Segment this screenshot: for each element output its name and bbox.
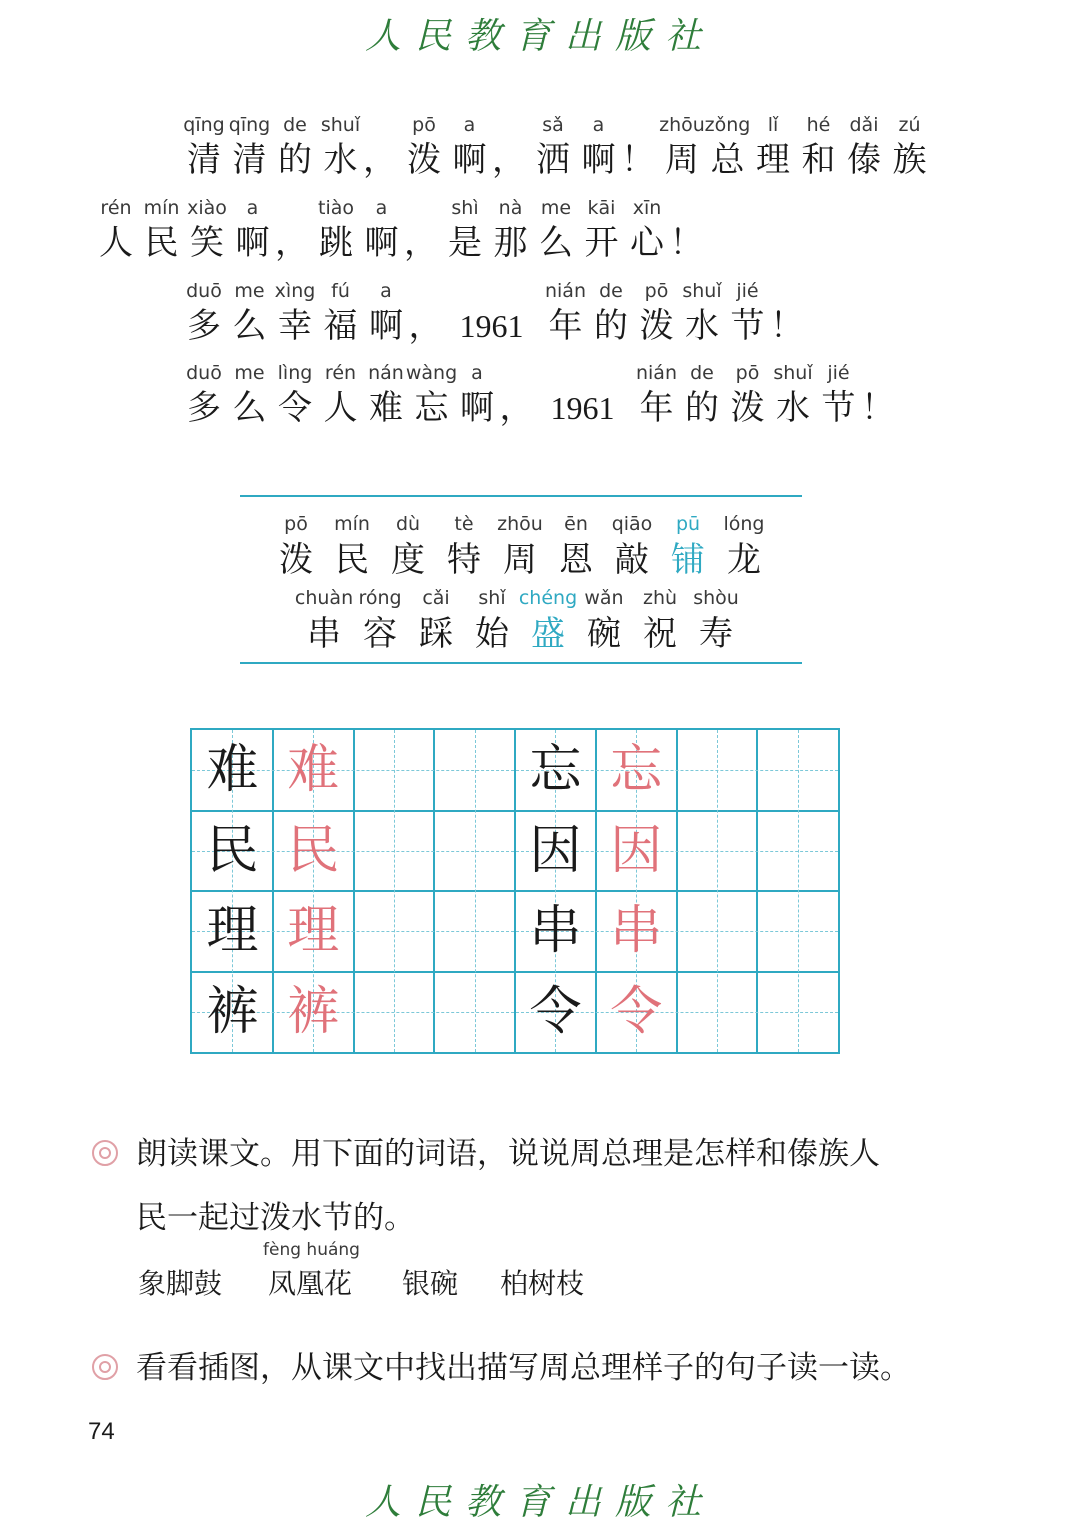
hanzi: 多: [187, 306, 221, 346]
vocab-hanzi: 周: [503, 540, 537, 580]
pinyin: [618, 112, 658, 138]
pinyin: xīn: [632, 197, 662, 219]
hanzi: 年: [639, 388, 674, 428]
word-3: 银碗: [402, 1267, 459, 1300]
trace-character: 因: [610, 820, 663, 881]
pinyin: zhōu: [659, 114, 705, 136]
vocab-top-rule: [240, 495, 802, 497]
vocab-pinyin: mín: [334, 513, 370, 535]
grid-cell: [515, 972, 596, 1053]
vocab-pinyin: zhōu: [497, 513, 543, 535]
grid-cell: [273, 891, 354, 972]
poem-character: [813, 360, 865, 430]
model-character: 理: [206, 901, 259, 961]
hanzi: 民: [144, 223, 179, 263]
pinyin: [406, 278, 446, 304]
pinyin: me: [540, 197, 572, 219]
poem-character: [451, 360, 503, 430]
pinyin: a: [592, 114, 605, 136]
exercise-1-line-1: 朗读课文。用下面的词语，说说周总理是怎样和傣族人: [136, 1136, 880, 1172]
poem-character: [360, 360, 412, 430]
hanzi: ，: [275, 223, 309, 263]
poem-character: [224, 360, 276, 430]
grid-guide-line: [798, 730, 799, 1052]
punctuation: [360, 112, 400, 182]
pinyin: sǎ: [542, 114, 564, 136]
poem-character: [269, 278, 321, 348]
vocab-pinyin: zhù: [642, 587, 678, 609]
pinyin: nán: [368, 362, 404, 384]
hanzi: 周: [665, 140, 699, 180]
pinyin: me: [234, 362, 265, 384]
poem-line-3: [178, 278, 1000, 358]
vocab-hanzi: 盛: [531, 614, 565, 654]
pinyin: shì: [451, 197, 479, 219]
hanzi: ，: [492, 140, 526, 180]
poem-character: [356, 195, 408, 265]
poem-character: [631, 278, 683, 348]
pinyin: fú: [331, 280, 350, 302]
hanzi: 水: [776, 388, 810, 428]
poem-line-1: [178, 112, 1000, 192]
vocab-hanzi: 龙: [727, 540, 761, 580]
vocab-pinyin: qiāo: [611, 513, 653, 535]
poem-character: [398, 112, 450, 182]
poem-character: [530, 195, 582, 265]
model-character: 难: [206, 740, 259, 800]
vocab-pinyin: chéng: [518, 587, 578, 609]
hanzi: 忘: [414, 388, 449, 428]
grid-guide-line: [475, 730, 476, 1052]
pinyin: [667, 195, 707, 221]
punctuation: [406, 278, 446, 348]
poem-character: [315, 360, 367, 430]
pinyin: wàng: [405, 362, 458, 384]
grid-guide-line: [394, 730, 395, 1052]
pinyin: de: [599, 280, 623, 302]
vocab-hanzi: 始: [475, 614, 509, 654]
poem-character: [747, 112, 799, 182]
grid-cell: [192, 811, 273, 892]
poem-character: [315, 112, 367, 182]
pinyin: [858, 360, 898, 386]
grid-cell: [192, 730, 273, 811]
vocab-word: [708, 510, 780, 582]
pinyin: [535, 360, 631, 386]
pinyin: mín: [143, 197, 180, 219]
hanzi: 节: [730, 306, 765, 346]
poem-character: [722, 360, 774, 430]
vocab-pinyin: shòu: [693, 587, 739, 609]
poem-character: [884, 112, 936, 182]
poem-character: [269, 112, 321, 182]
hanzi: 难: [369, 388, 403, 428]
word-2: 凤凰花: [268, 1267, 353, 1300]
poem-character: [360, 278, 412, 348]
hanzi: 么: [539, 223, 573, 263]
hanzi: 年: [548, 306, 583, 346]
hanzi: 多: [187, 388, 221, 428]
hanzi: 洒: [536, 140, 570, 180]
model-character: 令: [529, 981, 582, 1042]
trace-character: 忘: [610, 740, 663, 800]
punctuation: [497, 360, 537, 430]
hanzi: 傣: [847, 140, 881, 180]
hanzi: ，: [499, 388, 534, 428]
vocab-hanzi: 铺: [671, 540, 705, 580]
punctuation: [618, 112, 658, 182]
hanzi: 啊: [581, 140, 616, 180]
model-character: 民: [206, 820, 259, 881]
pinyin: a: [380, 280, 392, 302]
pinyin: rén: [100, 197, 132, 219]
hanzi: 泼: [730, 388, 765, 428]
writing-grid: [190, 728, 840, 1054]
punctuation: [667, 195, 707, 265]
hanzi: ！: [770, 306, 804, 346]
poem-character: [576, 195, 628, 265]
hanzi: 啊: [364, 223, 399, 263]
poem-character: [540, 278, 592, 348]
poem-character: [227, 195, 279, 265]
pinyin: xiào: [187, 197, 227, 219]
pinyin: jié: [827, 362, 850, 384]
exercise-2-icon: [92, 1354, 118, 1380]
pinyin: [401, 195, 441, 221]
pinyin: duō: [186, 280, 222, 302]
model-character: 串: [529, 901, 582, 961]
grid-cell: [596, 730, 677, 811]
hanzi: ，: [363, 140, 397, 180]
punctuation: [272, 195, 312, 265]
pinyin: qīng: [183, 114, 225, 136]
punctuation: [858, 360, 898, 430]
page-number: 74: [88, 1418, 115, 1445]
vocab-pinyin: cǎi: [422, 587, 450, 609]
pinyin: [767, 278, 807, 304]
poem-character: [136, 195, 188, 265]
model-character: 因: [529, 820, 582, 881]
grid-cell: [273, 972, 354, 1053]
vocab-hanzi: 踩: [419, 614, 453, 654]
poem-character: [573, 112, 625, 182]
pinyin: hé: [806, 114, 831, 136]
hanzi: 的: [278, 140, 312, 180]
hanzi: 理: [756, 140, 790, 180]
year-number: [444, 278, 540, 348]
poem-character: [439, 195, 491, 265]
hanzi: 么: [232, 306, 267, 346]
vocab-pinyin: chuàn: [294, 587, 354, 609]
grid-cell: [192, 891, 273, 972]
hanzi: 开: [584, 223, 619, 263]
hanzi: 福: [323, 306, 358, 346]
hanzi: 1961: [550, 390, 615, 426]
poem-character: [676, 278, 728, 348]
vocab-pinyin: dù: [395, 513, 421, 535]
pinyin: pō: [735, 362, 760, 384]
grid-cell: [596, 811, 677, 892]
poem-character: [631, 360, 683, 430]
poem-character: [269, 360, 321, 430]
hanzi: 1961: [459, 308, 524, 344]
exercise-1-line-2: 民一起过泼水节的。: [136, 1200, 415, 1236]
pinyin: [444, 278, 540, 304]
poem-character: [406, 360, 458, 430]
poem-character: [178, 278, 230, 348]
hanzi: ，: [408, 306, 443, 346]
poem-character: [444, 112, 496, 182]
pinyin: de: [690, 362, 714, 384]
poem-character: [90, 195, 142, 265]
trace-character: 令: [610, 981, 663, 1042]
pinyin: nà: [498, 197, 523, 219]
word-4: 柏树枝: [500, 1267, 585, 1300]
pinyin: xìng: [274, 280, 316, 302]
grid-cell: [273, 811, 354, 892]
pinyin: a: [246, 197, 259, 219]
hanzi: 的: [594, 306, 628, 346]
pinyin: pō: [644, 280, 669, 302]
vocab-pinyin: tè: [454, 513, 474, 535]
pinyin: [360, 112, 400, 138]
pinyin: nián: [635, 362, 677, 384]
vocab-row-1: [270, 510, 780, 586]
hanzi: 水: [685, 306, 719, 346]
hanzi: 人: [323, 388, 358, 428]
hanzi: ！: [621, 140, 655, 180]
punctuation: [489, 112, 529, 182]
pinyin: rén: [324, 362, 357, 384]
poem-line-2: [90, 195, 1000, 275]
poem-character: [793, 112, 845, 182]
poem-character: [224, 112, 276, 182]
word-1: 象脚鼓: [138, 1267, 223, 1300]
hanzi: 么: [232, 388, 267, 428]
pinyin: a: [463, 114, 476, 136]
grid-guide-line: [717, 730, 718, 1052]
pinyin: shuǐ: [320, 114, 361, 136]
poem-character: [585, 278, 637, 348]
hanzi: 跳: [319, 223, 353, 263]
grid-cell: [596, 891, 677, 972]
pinyin: zú: [898, 114, 921, 136]
pinyin: shuǐ: [773, 362, 813, 384]
trace-character: 裤: [287, 981, 340, 1042]
trace-character: 串: [610, 901, 663, 961]
hanzi: 是: [448, 223, 482, 263]
poem-character: [485, 195, 537, 265]
publisher-logo-top: 人民教育出版社: [364, 16, 715, 57]
pinyin: pō: [412, 114, 436, 136]
vocab-hanzi: 特: [447, 540, 481, 580]
hanzi: 啊: [452, 140, 487, 180]
vocab-hanzi: 敲: [615, 540, 649, 580]
vocab-pinyin: pū: [675, 513, 701, 535]
hanzi: 泼: [639, 306, 674, 346]
hanzi: 啊: [460, 388, 494, 428]
vocab-bottom-rule: [240, 662, 802, 664]
pinyin: me: [234, 280, 265, 302]
pinyin: jié: [736, 280, 759, 302]
vocab-hanzi: 度: [391, 540, 425, 580]
poem-character: [178, 112, 230, 182]
pinyin: a: [471, 362, 483, 384]
year-number: [535, 360, 631, 430]
pinyin: zǒng: [704, 114, 751, 136]
vocab-pinyin: lóng: [723, 513, 765, 535]
pinyin: lǐ: [767, 114, 779, 136]
pinyin: [489, 112, 529, 138]
hanzi: 泼: [407, 140, 441, 180]
hanzi: 幸: [278, 306, 312, 346]
poem-character: [676, 360, 728, 430]
vocab-pinyin: wǎn: [584, 587, 624, 609]
vocab-hanzi: 泼: [279, 540, 313, 580]
hanzi: ！: [861, 388, 895, 428]
vocab-hanzi: 碗: [587, 614, 621, 654]
poem-line-4: [178, 360, 1000, 440]
poem-character: [838, 112, 890, 182]
hanzi: 清: [187, 140, 221, 180]
vocab-word: [680, 584, 752, 656]
grid-cell: [273, 730, 354, 811]
pinyin: de: [283, 114, 307, 136]
hanzi: 总: [710, 140, 745, 180]
trace-character: 难: [287, 740, 340, 800]
hanzi: 人: [99, 223, 133, 263]
pinyin: shuǐ: [682, 280, 722, 302]
hanzi: 那: [493, 223, 528, 263]
hanzi: 心: [630, 223, 664, 263]
poem-character: [656, 112, 708, 182]
vocab-hanzi: 容: [363, 614, 397, 654]
hanzi: 的: [685, 388, 719, 428]
vocab-pinyin: ēn: [564, 513, 588, 535]
poem-character: [722, 278, 774, 348]
poem-character: [315, 278, 367, 348]
pinyin: dǎi: [849, 114, 879, 136]
poem-character: [310, 195, 362, 265]
punctuation: [767, 278, 807, 348]
vocab-pinyin: shǐ: [478, 587, 506, 609]
hanzi: ，: [404, 223, 438, 263]
trace-character: 民: [287, 820, 340, 881]
vocab-hanzi: 祝: [643, 614, 677, 654]
word-2-pinyin: fèng huáng: [263, 1240, 360, 1260]
vocab-row-2: [270, 584, 780, 660]
pinyin: a: [375, 197, 388, 219]
model-character: 裤: [206, 981, 259, 1042]
hanzi: 水: [323, 140, 358, 180]
poem-character: [621, 195, 673, 265]
hanzi: 令: [278, 388, 312, 428]
pinyin: lìng: [277, 362, 313, 384]
vocab-hanzi: 民: [335, 540, 369, 580]
poem-character: [181, 195, 233, 265]
model-character: 忘: [529, 740, 582, 800]
hanzi: 和: [801, 140, 836, 180]
hanzi: 笑: [190, 223, 224, 263]
poem-character: [702, 112, 754, 182]
hanzi: 族: [892, 140, 927, 180]
grid-cell: [515, 811, 596, 892]
grid-cell: [192, 972, 273, 1053]
vocab-pinyin: róng: [358, 587, 402, 609]
grid-cell: [515, 730, 596, 811]
exercise-2: 看看插图，从课文中找出描写周总理样子的句子读一读。: [136, 1350, 911, 1386]
hanzi: 清: [232, 140, 267, 180]
pinyin: nián: [544, 280, 586, 302]
pinyin: [497, 360, 537, 386]
pinyin: kāi: [587, 197, 616, 219]
vocab-pinyin: pō: [284, 513, 308, 535]
poem-character: [224, 278, 276, 348]
poem-character: [767, 360, 819, 430]
pinyin: tiào: [318, 197, 354, 219]
grid-cell: [596, 972, 677, 1053]
grid-cell: [515, 891, 596, 972]
trace-character: 理: [287, 901, 340, 961]
pinyin: [272, 195, 312, 221]
vocab-hanzi: 串: [307, 614, 341, 654]
hanzi: 啊: [369, 306, 403, 346]
vocab-hanzi: 恩: [559, 540, 593, 580]
hanzi: 啊: [235, 223, 270, 263]
exercise-1-icon: [92, 1140, 118, 1166]
pinyin: qīng: [228, 114, 271, 136]
vocab-hanzi: 寿: [699, 614, 733, 654]
publisher-logo-bottom: 人民教育出版社: [364, 1482, 715, 1523]
punctuation: [401, 195, 441, 265]
hanzi: ！: [669, 223, 704, 263]
hanzi: 节: [821, 388, 856, 428]
pinyin: duō: [186, 362, 222, 384]
poem-character: [178, 360, 230, 430]
poem-character: [527, 112, 579, 182]
